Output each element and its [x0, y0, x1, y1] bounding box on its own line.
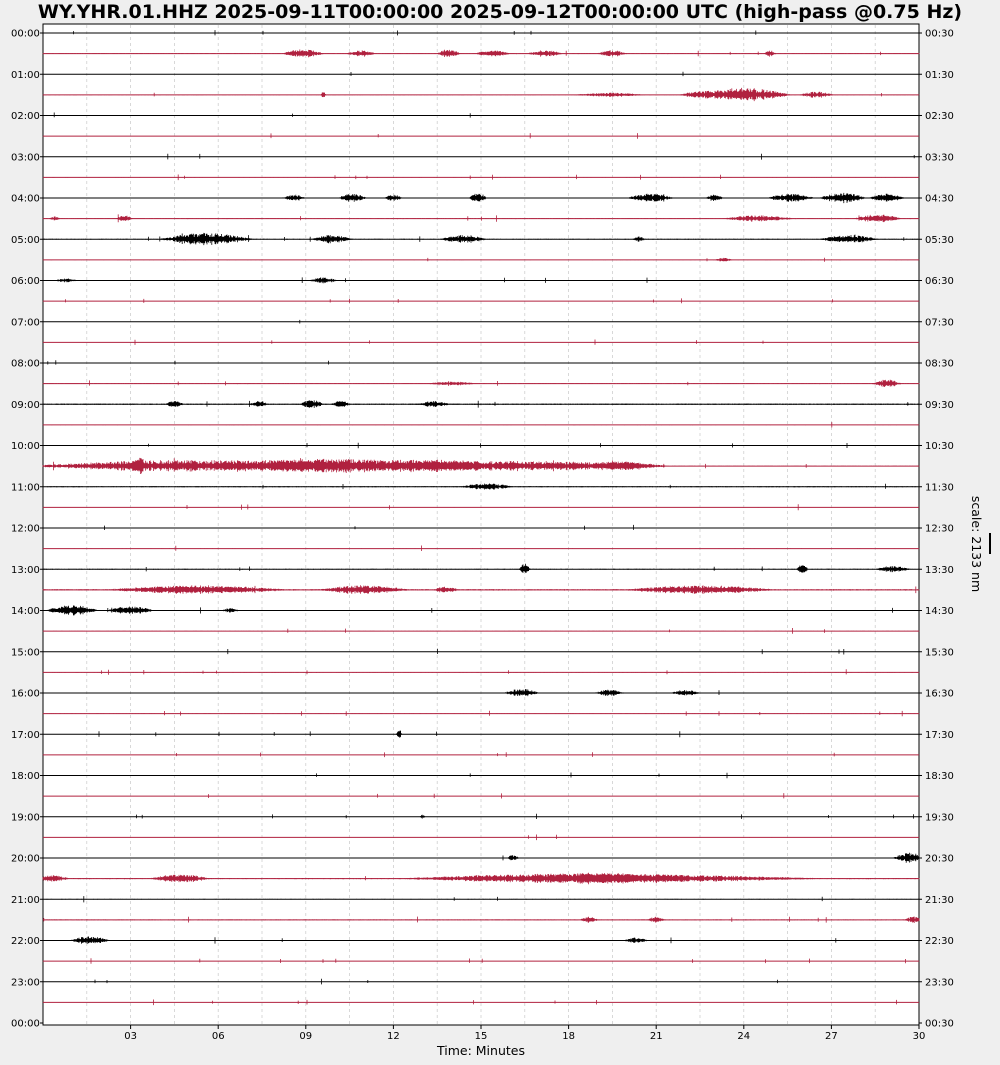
y-tick-label-right: 06:30	[925, 276, 954, 287]
y-tick-label-right: 11:30	[925, 482, 954, 494]
y-tick-label-left: 13:00	[11, 564, 40, 576]
y-tick-label-left: 04:00	[11, 193, 40, 205]
y-tick-label-left: 09:00	[11, 399, 40, 411]
y-tick-label-left: 20:00	[11, 853, 40, 865]
x-tick-label: 21	[649, 1031, 663, 1042]
y-tick-label-right: 09:30	[925, 399, 954, 411]
y-tick-label-right: 13:30	[925, 564, 954, 576]
y-tick-label-left: 06:00	[11, 276, 40, 287]
x-tick-label: 18	[562, 1031, 575, 1042]
y-tick-label-right: 16:30	[925, 688, 954, 700]
y-tick-label-right: 12:30	[925, 523, 954, 535]
y-tick-label-left: 14:00	[11, 606, 40, 617]
y-tick-label-right: 23:30	[925, 977, 954, 989]
y-tick-label-right: 00:30	[925, 1018, 954, 1030]
y-tick-label-left: 00:00	[11, 28, 40, 40]
y-tick-label-left: 18:00	[11, 771, 40, 782]
y-tick-label-right: 07:30	[925, 317, 954, 329]
scale-label: scale: 2133 nm	[969, 495, 984, 593]
y-tick-label-left: 15:00	[11, 647, 40, 659]
y-tick-label-right: 17:30	[925, 729, 954, 741]
x-tick-label: 12	[387, 1031, 400, 1042]
chart-title: WY.YHR.01.HHZ 2025-09-11T00:00:00 2025-09-12T00:00:00 UTC (high-pass @0.75 Hz)	[37, 1, 963, 23]
x-tick-label: 15	[474, 1031, 488, 1042]
x-tick-label: 30	[912, 1031, 926, 1042]
x-tick-label: 09	[299, 1031, 313, 1042]
y-tick-label-left: 02:00	[11, 111, 40, 122]
y-tick-label-right: 00:30	[925, 28, 954, 40]
y-tick-label-right: 21:30	[925, 894, 954, 906]
y-tick-label-right: 22:30	[925, 936, 954, 947]
y-tick-label-left: 01:00	[11, 69, 40, 81]
y-tick-label-left: 08:00	[11, 358, 40, 370]
x-tick-label: 24	[737, 1031, 751, 1042]
y-tick-label-left: 22:00	[11, 936, 40, 947]
y-tick-label-left: 19:00	[11, 812, 40, 824]
y-tick-label-right: 15:30	[925, 647, 954, 659]
x-axis-label: Time: Minutes	[437, 1043, 525, 1058]
y-tick-label-left: 21:00	[11, 894, 40, 906]
y-tick-label-right: 20:30	[925, 853, 954, 865]
y-tick-label-right: 19:30	[925, 812, 954, 824]
y-tick-label-left: 03:00	[11, 152, 40, 164]
y-tick-label-left: 17:00	[11, 729, 40, 741]
x-tick-label: 03	[124, 1031, 137, 1042]
y-tick-label-left: 05:00	[11, 234, 40, 246]
y-tick-label-left: 23:00	[11, 977, 40, 989]
y-tick-label-right: 05:30	[925, 234, 954, 246]
y-tick-label-right: 08:30	[925, 358, 954, 370]
y-tick-label-right: 02:30	[925, 111, 954, 122]
x-tick-label: 27	[825, 1031, 838, 1042]
y-tick-label-left: 16:00	[11, 688, 40, 700]
y-tick-label-left: 00:00	[11, 1018, 40, 1030]
y-tick-label-left: 11:00	[11, 482, 40, 494]
y-tick-label-right: 01:30	[925, 69, 954, 81]
x-tick-label: 06	[211, 1031, 225, 1042]
y-tick-label-right: 03:30	[925, 152, 954, 164]
y-tick-label-left: 12:00	[11, 523, 40, 535]
y-tick-label-right: 10:30	[925, 441, 954, 452]
y-tick-label-left: 10:00	[11, 441, 40, 452]
y-tick-label-left: 07:00	[11, 317, 40, 329]
y-tick-label-right: 14:30	[925, 606, 954, 617]
y-tick-label-right: 18:30	[925, 771, 954, 782]
y-tick-label-right: 04:30	[925, 193, 954, 205]
